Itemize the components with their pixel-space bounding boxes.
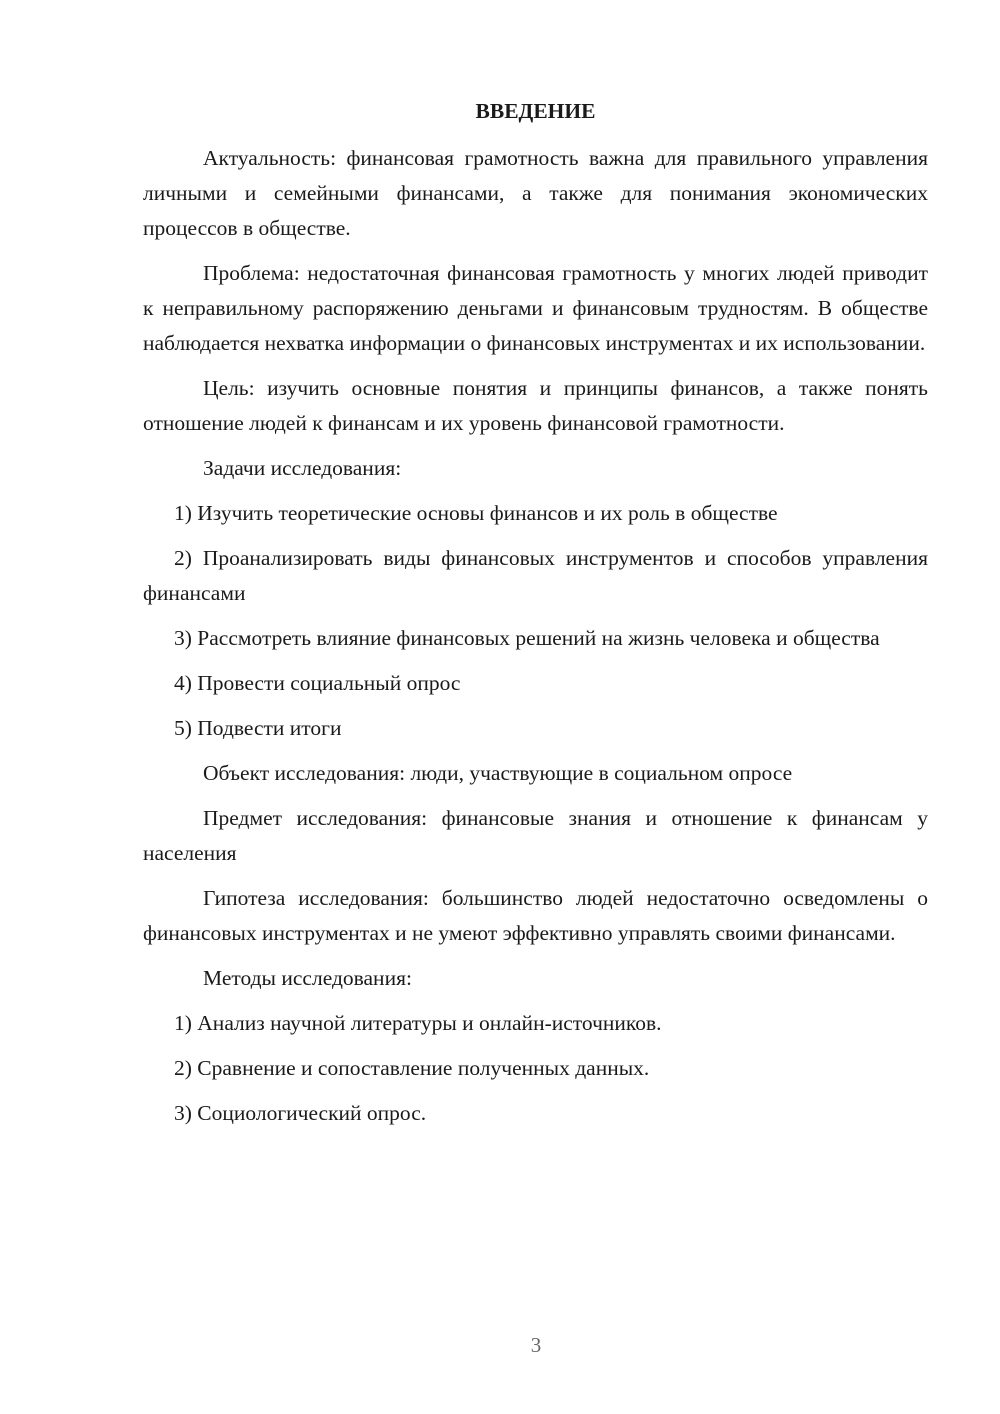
page-content xyxy=(143,94,928,1141)
method-item: 2) Сравнение и сопоставление полученных данных. xyxy=(174,1056,650,1080)
section-heading: ВВЕДЕНИЕ xyxy=(475,99,596,123)
task-item: 1) Изучить теоретические основы финансов и их роль в обществе xyxy=(174,501,778,525)
tasks-title: Задачи исследования: xyxy=(203,456,402,480)
page-number: 3 xyxy=(530,1333,542,1357)
hypothesis-paragraph: Гипотеза исследования: большинство людей недостаточно осведомлены о финансовых инструментах и не умеют эффективно управлять своими финансами. xyxy=(143,886,928,945)
task-item: 3) Рассмотреть влияние финансовых решений на жизнь человека и общества xyxy=(174,626,880,650)
methods-title: Методы исследования: xyxy=(203,966,412,990)
task-item: 4) Провести социальный опрос xyxy=(174,671,461,695)
task-item: 2) Проанализировать виды финансовых инструментов и способов управления финансами xyxy=(143,546,928,605)
subject-paragraph: Предмет исследования: финансовые знания и отношение к финансам у населения xyxy=(143,806,928,865)
object-paragraph: Объект исследования: люди, участвующие в социальном опросе xyxy=(203,761,793,785)
task-item: 5) Подвести итоги xyxy=(174,716,342,740)
relevance-paragraph: Актуальность: финансовая грамотность важна для правильного управления личными и семейными финансами, а также для понимания экономических процессов в обществе. xyxy=(143,146,928,240)
goal-paragraph: Цель: изучить основные понятия и принципы финансов, а также понять отношение людей к финансам и их уровень финансовой грамотности. xyxy=(143,376,928,435)
method-item: 1) Анализ научной литературы и онлайн-источников. xyxy=(174,1011,662,1035)
method-item: 3) Социологический опрос. xyxy=(174,1101,427,1125)
problem-paragraph: Проблема: недостаточная финансовая грамотность у многих людей приводит к неправильному распоряжению деньгами и финансовым трудностям. В обществе наблюдается нехватка информации о финансовых инструментах и их использовании. xyxy=(143,261,928,355)
